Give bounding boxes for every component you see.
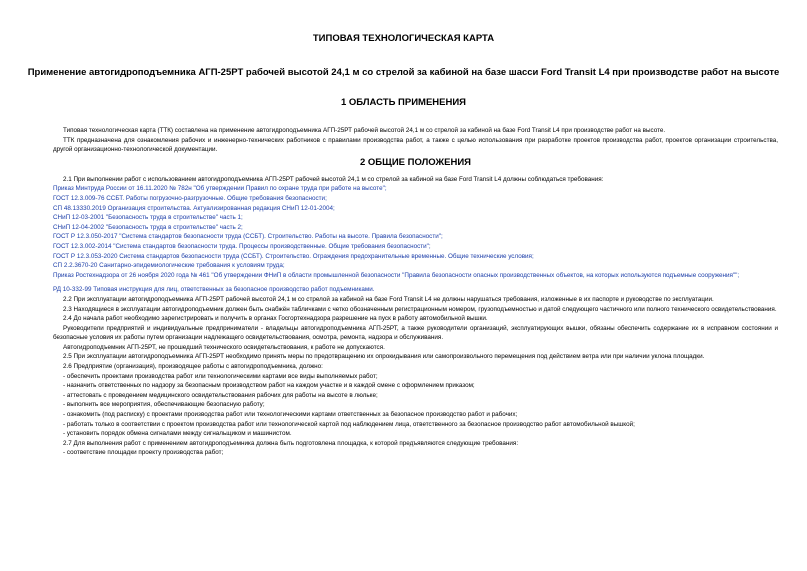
- ref-link[interactable]: ГОСТ Р 12.3.050-2017 "Система стандартов безопасности труда (ССБТ). Строительство. Работы на высоте. Правила безопасности";: [53, 233, 443, 241]
- document-body: [53, 126, 778, 458]
- paragraph-2-6: 2.6 Предприятие (организация), производящее работы с автогидроподъемника, должно:: [63, 363, 323, 371]
- list-item: - аттестовать с проведением медицинского освидетельствования рабочих для работы на высоте в люльке;: [63, 391, 378, 399]
- scope-paragraph-2: ТТК предназначена для ознакомления рабочих и инженерно-технических работников с правилами производства работ, а также с целью использования при разработке проектов производства работ, проектов организации строительства, другой организационно-технологической документации.: [53, 136, 778, 154]
- scope-paragraph-1: Типовая технологическая карта (ТТК) составлена на применение автогидроподъемника АГП-25РТ рабочей высотой 24,1 м со стрелой за кабиной на базе Ford Transit L4 при производстве работ на высоте.: [63, 127, 666, 134]
- list-item: - ознакомить (под расписку) с проектами производства работ или технологическими картами ответственных за безопасное производство работ и рабочих;: [63, 411, 518, 419]
- paragraph-2-1: 2.1 При выполнении работ с использованием автогидроподъемника АГП-25РТ рабочей высотой 24,1 м со стрелой за кабиной на базе Ford Transit L4 должны соблюдаться требования:: [63, 175, 604, 183]
- ref-link[interactable]: ГОСТ 12.3.009-76 ССБТ. Работы погрузочно-разгрузочные. Общие требования безопасности;: [53, 194, 327, 202]
- list-item: - работать только в соответствии с проектом производства работ или технологической картой под наблюдением лица, ответственного за безопасное производство работ автомобильной вышкой;: [63, 420, 635, 428]
- section-heading-general: 2 ОБЩИЕ ПОЛОЖЕНИЯ: [360, 156, 471, 168]
- ref-link[interactable]: Приказ Минтруда России от 16.11.2020 № 782н "Об утверждении Правил по охране труда при работе на высоте";: [53, 185, 387, 193]
- paragraph-2-4-note: Автогидроподъемник АГП-25РТ, не прошедший технического освидетельствования, к работе не допускаются.: [63, 343, 385, 351]
- ref-link[interactable]: СП 2.2.3670-20 Санитарно-эпидемиологические требования к условиям труда;: [53, 262, 285, 270]
- ref-link-rd[interactable]: РД 10-332-99 Типовая инструкция для лиц, ответственных за безопасное производство работ подъемниками.: [53, 286, 375, 294]
- list-item: - назначить ответственных по надзору за безопасным производством работ на каждом участке и в каждой смене с оформлением приказом;: [63, 382, 475, 390]
- paragraph-2-7: 2.7 Для выполнения работ с применением автогидроподъемника должна быть подготовлена площадка, к которой предъявляются следующие требования:: [63, 439, 519, 447]
- paragraph-2-4-owners: Руководители предприятий и индивидуальные предприниматели - владельцы автогидроподъемника АГП-25РТ, а также руководители организаций, эксплуатирующих вышки, обязаны обеспечить содержание их в исправном состоянии и безопасные условия их работы путем организации надлежащего освидетельствования, осмотра, ремонта, надзора и обслуживания.: [53, 324, 778, 342]
- document-subtitle: Применение автогидроподъемника АГП-25РТ рабочей высотой 24,1 м со стрелой за кабиной на базе шасси Ford Transit L4 при производстве работ на высоте: [27, 67, 780, 78]
- paragraph-2-3: 2.3 Находящиеся в эксплуатации автогидроподъемник должен быть снабжён табличками с четко обозначенным регистрационным номером, грузоподъемностью и датой следующего частичного или полного технического освидетельствования.: [63, 305, 777, 313]
- paragraph-2-5: 2.5 При эксплуатации автогидроподъемника АГП-25РТ необходимо принять меры по предотвращению их опрокидывания или самопроизвольного перемещения под действием ветра или при наличии уклона площадки.: [63, 353, 705, 361]
- list-item: - установить порядок обмена сигналами между сигнальщиком и машинистом.: [63, 430, 292, 438]
- ref-link[interactable]: СНиП 12-04-2002 "Безопасность труда в строительстве" часть 2;: [53, 223, 243, 231]
- document-title: ТИПОВАЯ ТЕХНОЛОГИЧЕСКАЯ КАРТА: [312, 33, 495, 44]
- ref-link[interactable]: СНиП 12-03-2001 "Безопасность труда в строительстве" часть 1;: [53, 214, 243, 222]
- list-item: - соответствие площадки проекту производства работ;: [63, 449, 224, 457]
- list-item: - выполнить все мероприятия, обеспечивающие безопасную работу;: [63, 401, 265, 409]
- section-heading-scope: 1 ОБЛАСТЬ ПРИМЕНЕНИЯ: [340, 97, 467, 108]
- ref-link[interactable]: СП 48.13330.2019 Организация строительства. Актуализированная редакция СНиП 12-01-2004;: [53, 204, 335, 212]
- paragraph-2-2: 2.2 При эксплуатации автогидроподъемника АГП-25РТ рабочей высотой 24,1 м со стрелой за кабиной на базе Ford Transit L4 не должны нарушаться требования, изложенные в их паспорте и руководстве по эксплуатации.: [63, 295, 714, 303]
- ref-link-rostechnadzor[interactable]: Приказ Ростехнадзора от 26 ноября 2020 года № 461 "Об утверждении ФНиП в области промышленной безопасности "Правила безопасности опасных производственных объектов, на которых используются подъемные сооружения"";: [53, 271, 740, 279]
- list-item: - обеспечить проектами производства работ или технологическими картами все виды выполняемых работ;: [63, 372, 378, 380]
- ref-link[interactable]: ГОСТ 12.3.002-2014 "Система стандартов безопасности труда. Процессы производственные. Общие требования безопасности";: [53, 242, 431, 250]
- paragraph-2-4: 2.4 До начала работ необходимо зарегистрировать и получить в органах Госгортехнадзора разрешение на пуск в работу автомобильной вышки.: [63, 315, 488, 323]
- ref-link[interactable]: ГОСТ Р 12.3.053-2020 Система стандартов безопасности труда (ССБТ). Строительство. Ограждения предохранительные временные. Общие технические условия;: [53, 252, 534, 260]
